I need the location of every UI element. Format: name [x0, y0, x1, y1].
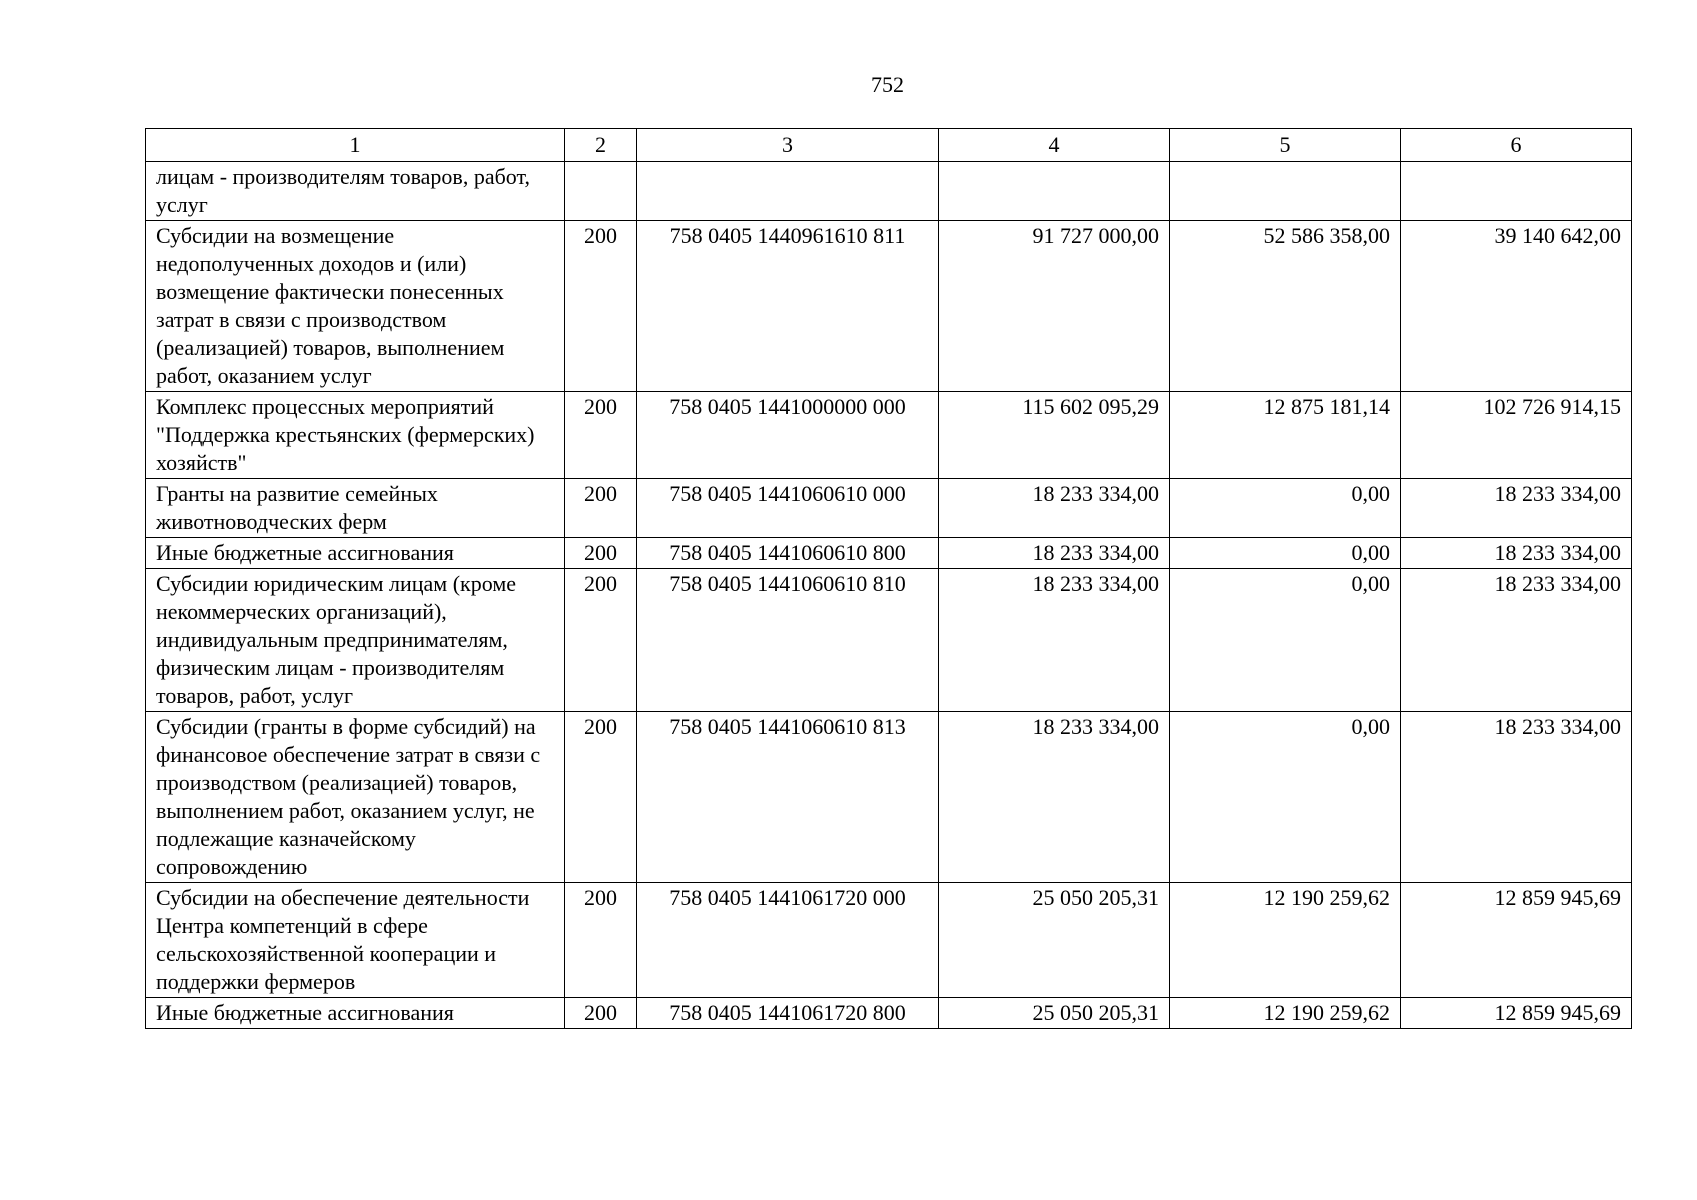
row-classification-cell: 758 0405 1441061720 800	[637, 998, 939, 1029]
row-name-cell: Субсидии юридическим лицам (кроме некоммерческих организаций), индивидуальным предпринимателям, физическим лицам - производителям товаров, работ, услуг	[146, 569, 565, 712]
row-col5-cell: 0,00	[1170, 538, 1401, 569]
row-col6-cell: 18 233 334,00	[1401, 569, 1632, 712]
row-col4-cell: 115 602 095,29	[939, 392, 1170, 479]
row-col6-cell: 12 859 945,69	[1401, 998, 1632, 1029]
table-row	[146, 998, 1632, 1029]
row-code-cell	[565, 162, 637, 221]
row-col5-cell	[1170, 162, 1401, 221]
row-col5-cell: 0,00	[1170, 569, 1401, 712]
row-name-cell: Субсидии (гранты в форме субсидий) на финансовое обеспечение затрат в связи с производством (реализацией) товаров, выполнением работ, оказанием услуг, не подлежащие казначейскому сопровождению	[146, 712, 565, 883]
header-col-5: 5	[1170, 129, 1401, 162]
row-col5-cell: 0,00	[1170, 479, 1401, 538]
row-classification-cell: 758 0405 1441000000 000	[637, 392, 939, 479]
row-name-cell: Комплекс процессных мероприятий "Поддержка крестьянских (фермерских) хозяйств"	[146, 392, 565, 479]
budget-table	[145, 128, 1632, 1029]
row-code-cell: 200	[565, 392, 637, 479]
row-col4-cell: 25 050 205,31	[939, 883, 1170, 998]
header-col-6: 6	[1401, 129, 1632, 162]
row-code-cell: 200	[565, 883, 637, 998]
row-name-cell: Иные бюджетные ассигнования	[146, 538, 565, 569]
row-classification-cell: 758 0405 1441060610 800	[637, 538, 939, 569]
row-name-cell: лицам - производителям товаров, работ, услуг	[146, 162, 565, 221]
row-col5-cell: 52 586 358,00	[1170, 221, 1401, 392]
table-row	[146, 569, 1632, 712]
row-code-cell: 200	[565, 998, 637, 1029]
table-body	[146, 129, 1632, 1029]
row-code-cell: 200	[565, 538, 637, 569]
table-row	[146, 221, 1632, 392]
row-col6-cell	[1401, 162, 1632, 221]
row-classification-cell: 758 0405 1441060610 000	[637, 479, 939, 538]
row-col4-cell	[939, 162, 1170, 221]
row-col5-cell: 0,00	[1170, 712, 1401, 883]
table-row	[146, 883, 1632, 998]
row-name-cell: Субсидии на обеспечение деятельности Центра компетенций в сфере сельскохозяйственной кооперации и поддержки фермеров	[146, 883, 565, 998]
row-col4-cell: 91 727 000,00	[939, 221, 1170, 392]
table-row	[146, 479, 1632, 538]
row-code-cell: 200	[565, 569, 637, 712]
row-code-cell: 200	[565, 479, 637, 538]
table-row	[146, 392, 1632, 479]
row-classification-cell	[637, 162, 939, 221]
row-name-cell: Субсидии на возмещение недополученных доходов и (или) возмещение фактически понесенных затрат в связи с производством (реализацией) товаров, выполнением работ, оказанием услуг	[146, 221, 565, 392]
row-col6-cell: 12 859 945,69	[1401, 883, 1632, 998]
row-col4-cell: 18 233 334,00	[939, 569, 1170, 712]
page-number: 752	[871, 72, 904, 97]
row-classification-cell: 758 0405 1441060610 813	[637, 712, 939, 883]
row-col4-cell: 18 233 334,00	[939, 479, 1170, 538]
row-classification-cell: 758 0405 1440961610 811	[637, 221, 939, 392]
table-header-row	[146, 129, 1632, 162]
row-col4-cell: 18 233 334,00	[939, 712, 1170, 883]
table-row	[146, 712, 1632, 883]
row-code-cell: 200	[565, 712, 637, 883]
row-col6-cell: 18 233 334,00	[1401, 712, 1632, 883]
row-col5-cell: 12 190 259,62	[1170, 998, 1401, 1029]
row-name-cell: Иные бюджетные ассигнования	[146, 998, 565, 1029]
row-classification-cell: 758 0405 1441061720 000	[637, 883, 939, 998]
row-col6-cell: 39 140 642,00	[1401, 221, 1632, 392]
row-name-cell: Гранты на развитие семейных животноводческих ферм	[146, 479, 565, 538]
row-classification-cell: 758 0405 1441060610 810	[637, 569, 939, 712]
row-col6-cell: 102 726 914,15	[1401, 392, 1632, 479]
row-col6-cell: 18 233 334,00	[1401, 479, 1632, 538]
row-col4-cell: 18 233 334,00	[939, 538, 1170, 569]
row-code-cell: 200	[565, 221, 637, 392]
row-col5-cell: 12 875 181,14	[1170, 392, 1401, 479]
header-col-3: 3	[637, 129, 939, 162]
row-col6-cell: 18 233 334,00	[1401, 538, 1632, 569]
header-col-4: 4	[939, 129, 1170, 162]
table-row	[146, 162, 1632, 221]
row-col5-cell: 12 190 259,62	[1170, 883, 1401, 998]
header-col-1: 1	[146, 129, 565, 162]
row-col4-cell: 25 050 205,31	[939, 998, 1170, 1029]
header-col-2: 2	[565, 129, 637, 162]
table-row	[146, 538, 1632, 569]
